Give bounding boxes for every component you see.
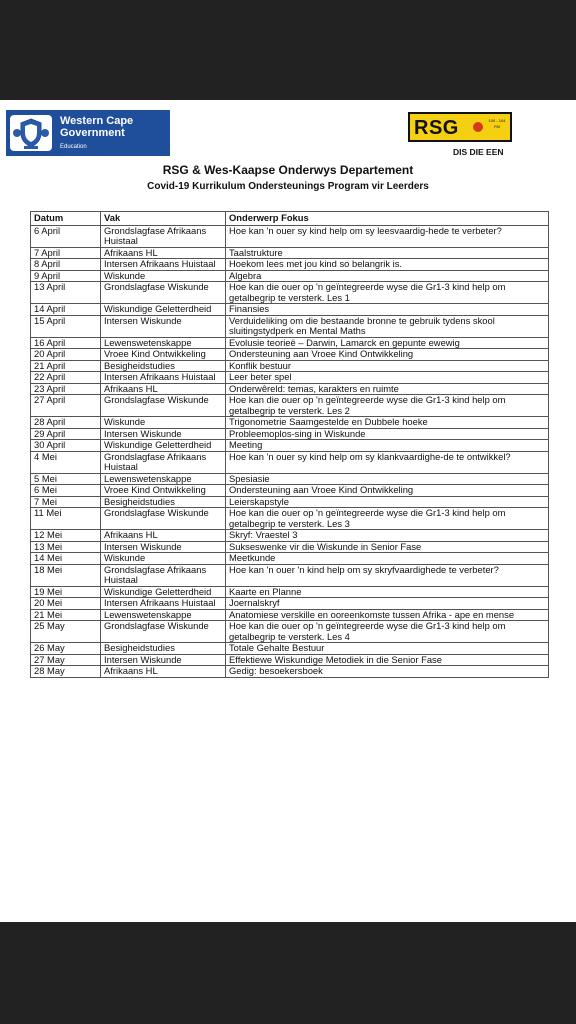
- cell-date: 18 Mei: [31, 564, 101, 586]
- cell-date: 6 April: [31, 225, 101, 247]
- rsg-logo-text: RSG: [414, 117, 459, 139]
- header-date: Datum: [31, 212, 101, 226]
- table-row: [31, 282, 549, 304]
- rsg-logo: [408, 112, 512, 142]
- cell-date: 29 April: [31, 428, 101, 440]
- cell-focus: Evolusie teorieë – Darwin, Lamarck en gepunte ewewig: [226, 337, 549, 349]
- document-subtitle: Covid-19 Kurrikulum Ondersteunings Program vir Leerders: [147, 181, 429, 192]
- cell-focus: Hoe kan 'n ouer sy kind help om sy klankvaardighe-de te ontwikkel?: [226, 451, 549, 473]
- table-row: [31, 225, 549, 247]
- wc-logo-line-1: Western Cape: [60, 115, 134, 127]
- cell-subject: Grondslagfase Wiskunde: [101, 508, 226, 530]
- cell-subject: Wiskundige Geletterdheid: [101, 304, 226, 316]
- cell-focus: Ondersteuning aan Vroee Kind Ontwikkeling: [226, 349, 549, 361]
- cell-focus: Probleemoplos-sing in Wiskunde: [226, 428, 549, 440]
- table-row: [31, 417, 549, 429]
- cell-subject: Afrikaans HL: [101, 247, 226, 259]
- table-row: [31, 586, 549, 598]
- cell-date: 6 Mei: [31, 485, 101, 497]
- cell-date: 5 Mei: [31, 473, 101, 485]
- wc-logo-line-2: Government: [60, 127, 125, 139]
- table-row: [31, 496, 549, 508]
- cell-subject: Grondslagfase Wiskunde: [101, 282, 226, 304]
- cell-focus: Leer beter spel: [226, 372, 549, 384]
- cell-focus: Konflik bestuur: [226, 360, 549, 372]
- document-title: RSG & Wes-Kaapse Onderwys Departement: [162, 163, 414, 177]
- table-row: [31, 349, 549, 361]
- cell-focus: Trigonometrie Saamgestelde en Dubbele hoeke: [226, 417, 549, 429]
- cell-focus: Hoe kan die ouer op 'n geïntegreerde wyse die Gr1-3 kind help om getalbegrip te versterk. Les 4: [226, 621, 549, 643]
- table-row: [31, 451, 549, 473]
- cell-subject: Intersen Afrikaans Huistaal: [101, 259, 226, 271]
- cell-focus: Gedig: besoekersboek: [226, 666, 549, 678]
- cell-date: 8 April: [31, 259, 101, 271]
- cell-date: 23 April: [31, 383, 101, 395]
- table-row: [31, 643, 549, 655]
- cell-date: 4 Mei: [31, 451, 101, 473]
- cell-date: 20 April: [31, 349, 101, 361]
- cell-subject: Besigheidstudies: [101, 360, 226, 372]
- cell-subject: Wiskundige Geletterdheid: [101, 586, 226, 598]
- cell-subject: Wiskunde: [101, 270, 226, 282]
- cell-focus: Hoe kan 'n ouer sy kind help om sy leesvaardig-hede te verbeter?: [226, 225, 549, 247]
- cell-date: 19 Mei: [31, 586, 101, 598]
- cell-focus: Meetkunde: [226, 553, 549, 565]
- cell-date: 14 April: [31, 304, 101, 316]
- cell-subject: Wiskunde: [101, 417, 226, 429]
- cell-focus: Spesiasie: [226, 473, 549, 485]
- table-row: [31, 247, 549, 259]
- cell-focus: Onderwêreld: temas, karakters en ruimte: [226, 383, 549, 395]
- table-row: [31, 564, 549, 586]
- table-row: [31, 621, 549, 643]
- table-row: [31, 372, 549, 384]
- cell-focus: Hoekom lees met jou kind so belangrik is.: [226, 259, 549, 271]
- cell-date: 11 Mei: [31, 508, 101, 530]
- cell-date: 9 April: [31, 270, 101, 282]
- rsg-dot-icon: [473, 122, 483, 132]
- cell-focus: Totale Gehalte Bestuur: [226, 643, 549, 655]
- header-focus: Onderwerp Fokus: [226, 212, 549, 226]
- western-cape-government-logo: [6, 110, 170, 156]
- cell-date: 16 April: [31, 337, 101, 349]
- cell-subject: Afrikaans HL: [101, 666, 226, 678]
- cell-focus: Meeting: [226, 440, 549, 452]
- table-header-row: [31, 212, 549, 226]
- cell-subject: Intersen Afrikaans Huistaal: [101, 372, 226, 384]
- table-row: [31, 270, 549, 282]
- table-row: [31, 259, 549, 271]
- cell-focus: Algebra: [226, 270, 549, 282]
- cell-date: 25 May: [31, 621, 101, 643]
- rsg-slogan: DIS DIE EEN: [453, 147, 504, 157]
- table-row: [31, 541, 549, 553]
- table-row: [31, 530, 549, 542]
- cell-date: 21 Mei: [31, 609, 101, 621]
- cell-subject: Lewenswetenskappe: [101, 609, 226, 621]
- table-row: [31, 360, 549, 372]
- cell-subject: Wiskunde: [101, 553, 226, 565]
- cell-subject: Vroee Kind Ontwikkeling: [101, 485, 226, 497]
- cell-focus: Hoe kan die ouer op 'n geïntegreerde wyse die Gr1-3 kind help om getalbegrip te versterk. Les 2: [226, 395, 549, 417]
- cell-focus: Finansies: [226, 304, 549, 316]
- cell-date: 28 April: [31, 417, 101, 429]
- cell-date: 27 April: [31, 395, 101, 417]
- cell-focus: Hoe kan die ouer op 'n geïntegreerde wyse die Gr1-3 kind help om getalbegrip te versterk. Les 3: [226, 508, 549, 530]
- table-row: [31, 508, 549, 530]
- cell-subject: Grondslagfase Afrikaans Huistaal: [101, 564, 226, 586]
- cell-date: 20 Mei: [31, 598, 101, 610]
- document-page: [0, 100, 576, 922]
- cell-focus: Leierskapstyle: [226, 496, 549, 508]
- cell-subject: Intersen Wiskunde: [101, 654, 226, 666]
- cell-subject: Grondslagfase Afrikaans Huistaal: [101, 451, 226, 473]
- table-row: [31, 315, 549, 337]
- cell-subject: Intersen Wiskunde: [101, 315, 226, 337]
- cell-focus: Skryf: Vraestel 3: [226, 530, 549, 542]
- cell-subject: Grondslagfase Wiskunde: [101, 621, 226, 643]
- cell-focus: Kaarte en Planne: [226, 586, 549, 598]
- cell-date: 7 April: [31, 247, 101, 259]
- table-row: [31, 654, 549, 666]
- table-row: [31, 609, 549, 621]
- schedule-table: [30, 211, 549, 678]
- cell-subject: Besigheidstudies: [101, 496, 226, 508]
- cell-date: 14 Mei: [31, 553, 101, 565]
- cell-focus: Anatomiese verskille en ooreenkomste tussen Afrika - ape en mense: [226, 609, 549, 621]
- cell-subject: Lewenswetenskappe: [101, 337, 226, 349]
- cell-focus: Taalstrukture: [226, 247, 549, 259]
- cell-subject: Vroee Kind Ontwikkeling: [101, 349, 226, 361]
- cell-focus: Joernalskryf: [226, 598, 549, 610]
- cell-focus: Effektiewe Wiskundige Metodiek in die Senior Fase: [226, 654, 549, 666]
- wc-logo-department: Education: [60, 144, 87, 150]
- cell-focus: Ondersteuning aan Vroee Kind Ontwikkeling: [226, 485, 549, 497]
- cell-date: 15 April: [31, 315, 101, 337]
- cell-date: 13 Mei: [31, 541, 101, 553]
- cell-date: 21 April: [31, 360, 101, 372]
- cell-focus: Hoe kan 'n ouer 'n kind help om sy skryfvaardighede te verbeter?: [226, 564, 549, 586]
- table-row: [31, 383, 549, 395]
- cell-date: 12 Mei: [31, 530, 101, 542]
- cell-date: 13 April: [31, 282, 101, 304]
- table-row: [31, 473, 549, 485]
- cell-subject: Besigheidstudies: [101, 643, 226, 655]
- cell-focus: Verduideliking om die bestaande bronne te gebruik tydens skool sluitingstydperk en Mental Maths: [226, 315, 549, 337]
- header-subject: Vak: [101, 212, 226, 226]
- table-row: [31, 666, 549, 678]
- cell-date: 30 April: [31, 440, 101, 452]
- cell-subject: Intersen Afrikaans Huistaal: [101, 598, 226, 610]
- table-row: [31, 428, 549, 440]
- cell-date: 7 Mei: [31, 496, 101, 508]
- rsg-frequency: 100 - 104 FM: [488, 118, 506, 129]
- table-row: [31, 337, 549, 349]
- table-row: [31, 395, 549, 417]
- table-row: [31, 598, 549, 610]
- cell-subject: Intersen Wiskunde: [101, 428, 226, 440]
- cell-date: 22 April: [31, 372, 101, 384]
- cell-subject: Afrikaans HL: [101, 383, 226, 395]
- cell-subject: Afrikaans HL: [101, 530, 226, 542]
- schedule-rows: [31, 225, 549, 677]
- cell-date: 26 May: [31, 643, 101, 655]
- cell-subject: Intersen Wiskunde: [101, 541, 226, 553]
- table-row: [31, 304, 549, 316]
- table-row: [31, 553, 549, 565]
- cell-date: 28 May: [31, 666, 101, 678]
- cell-subject: Lewenswetenskappe: [101, 473, 226, 485]
- cell-date: 27 May: [31, 654, 101, 666]
- coat-of-arms-icon: [10, 115, 52, 151]
- table-row: [31, 440, 549, 452]
- cell-focus: Sukseswenke vir die Wiskunde in Senior Fase: [226, 541, 549, 553]
- cell-subject: Grondslagfase Afrikaans Huistaal: [101, 225, 226, 247]
- cell-focus: Hoe kan die ouer op 'n geïntegreerde wyse die Gr1-3 kind help om getalbegrip te versterk. Les 1: [226, 282, 549, 304]
- cell-subject: Grondslagfase Wiskunde: [101, 395, 226, 417]
- cell-subject: Wiskundige Geletterdheid: [101, 440, 226, 452]
- table-row: [31, 485, 549, 497]
